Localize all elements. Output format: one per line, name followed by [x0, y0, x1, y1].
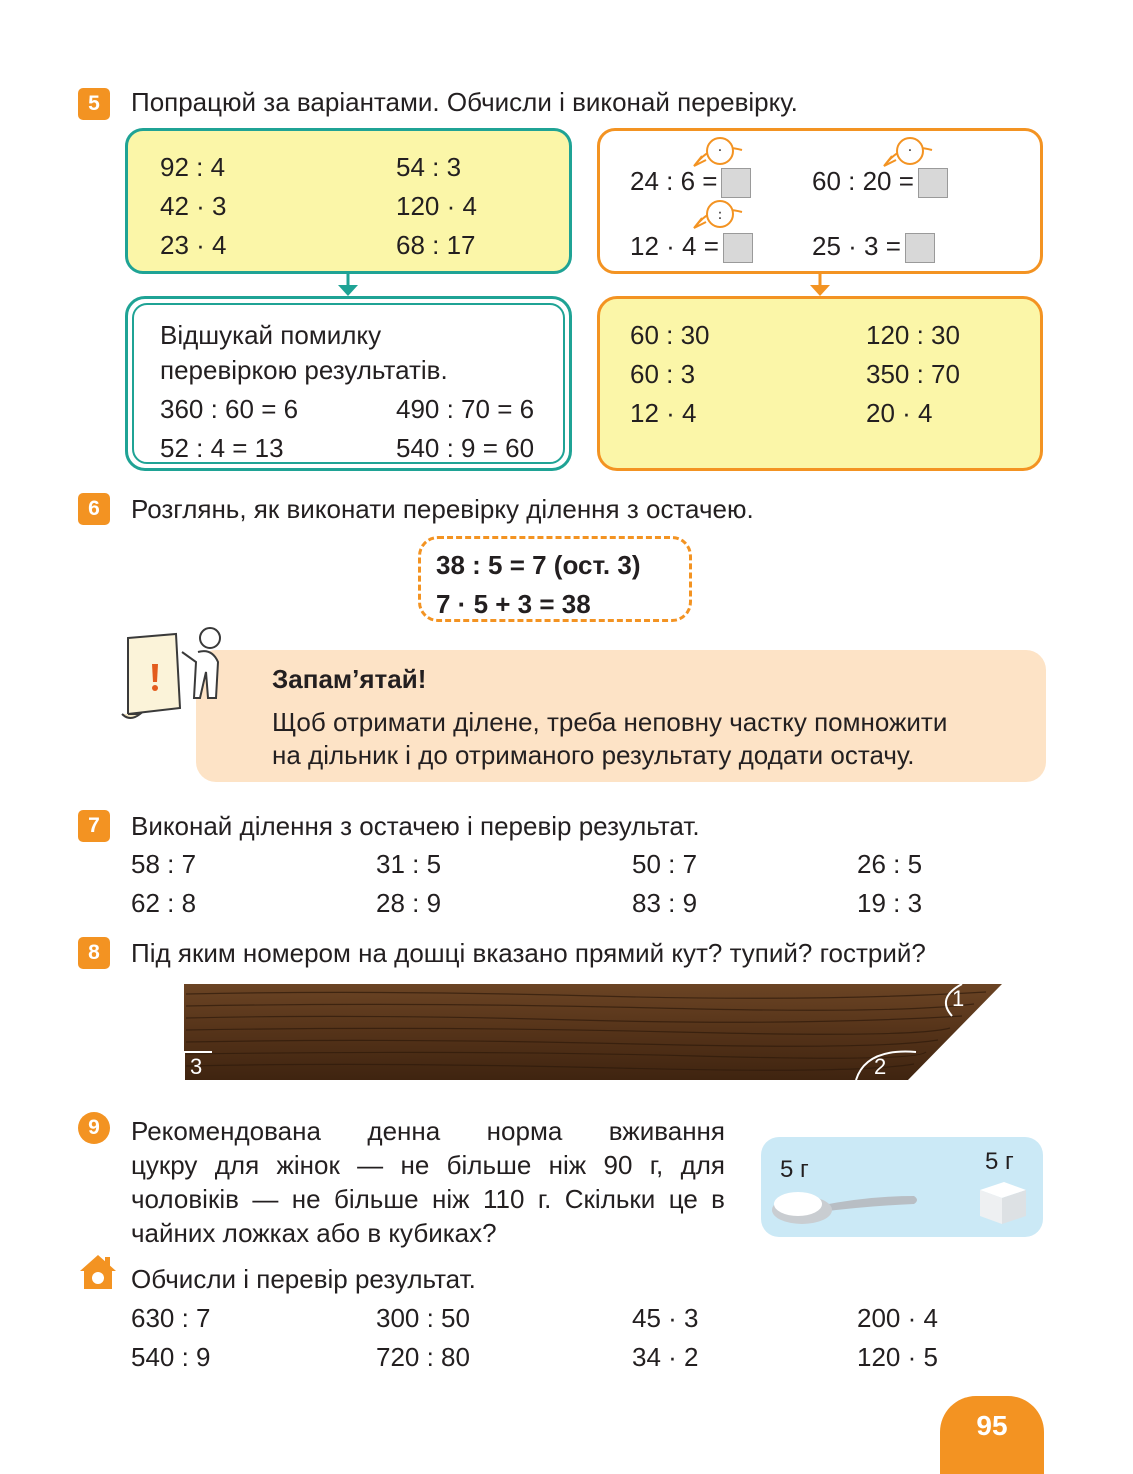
instruction-line: Відшукай помилку: [160, 320, 382, 350]
expression: 20 · 4: [866, 398, 933, 428]
answer-box[interactable]: [918, 168, 948, 198]
answer-box[interactable]: [905, 233, 935, 263]
equation-row: [812, 233, 935, 263]
expression: 60 : 30: [630, 320, 710, 350]
equation: 360 : 60 = 6: [160, 394, 299, 424]
down-arrow-icon: [807, 274, 833, 298]
spoon-weight-label: 5 г: [780, 1156, 809, 1183]
expression: 120 · 5: [857, 1342, 938, 1372]
teaspoon-icon: [768, 1182, 928, 1230]
expression: 12 · 4 =: [630, 231, 719, 261]
task7-heading: Виконай ділення з остачею і перевір результат.: [131, 811, 700, 841]
scroll-person-icon: [112, 624, 230, 724]
task9-line: Рекомендована денна норма вживання: [131, 1116, 725, 1146]
task-number: 5: [88, 92, 100, 115]
expression: 300 : 50: [376, 1303, 470, 1333]
task-number: 6: [88, 497, 100, 520]
angle-label-1: 1: [952, 986, 965, 1011]
angle-label-3: 3: [190, 1054, 203, 1079]
answer-box[interactable]: [723, 233, 753, 263]
task-number-badge: [78, 810, 110, 842]
expression: 60 : 3: [630, 359, 696, 389]
task-number-badge: [78, 493, 110, 525]
expression: 26 : 5: [857, 849, 923, 879]
yellow-box-right-col: [866, 316, 960, 433]
expression: 50 : 7: [632, 849, 698, 879]
svg-text:·: ·: [907, 143, 913, 159]
equation: 540 : 9 = 60: [396, 433, 535, 463]
task-number-badge: [78, 88, 110, 120]
expression: 19 : 3: [857, 888, 923, 918]
task5-heading: Попрацюй за варіантами. Обчисли і виконай перевірку.: [131, 87, 798, 117]
expression: 540 : 9: [131, 1342, 211, 1372]
task-number-badge: [78, 1112, 110, 1144]
task9-line: чоловіків — не більше ніж 110 г. Скільки це в: [131, 1184, 725, 1214]
equation-row: [630, 168, 751, 198]
rule-line: Щоб отримати ділене, треба неповну частку помножити: [272, 707, 948, 737]
example-lines: [436, 546, 640, 624]
expression: 120 : 30: [866, 320, 960, 350]
home-icon: [78, 1253, 118, 1291]
sugar-cube-icon: [974, 1176, 1030, 1228]
rule-line: на дільник і до отриманого результату додати остачу.: [272, 740, 915, 770]
green-box-left-col: [160, 148, 227, 265]
angle-label-2: 2: [874, 1054, 887, 1079]
expression: 720 : 80: [376, 1342, 470, 1372]
expression: 68 : 17: [396, 230, 476, 260]
cube-weight-label: 5 г: [985, 1148, 1014, 1175]
equation-row: [812, 168, 948, 198]
task-number: 7: [88, 814, 100, 837]
example-division: 38 : 5 = 7 (ост. 3): [436, 550, 641, 580]
expression: 31 : 5: [376, 849, 442, 879]
task-number-badge: [78, 937, 110, 969]
expression: 120 · 4: [396, 191, 477, 221]
green-box-right-col: [396, 148, 477, 265]
remember-rule: [272, 706, 947, 772]
wooden-board-image: [176, 978, 1016, 1088]
instruction-line: перевіркою результатів.: [160, 355, 448, 385]
task9-line: чайних ложках або в кубиках?: [131, 1218, 497, 1248]
expression: 12 · 4: [630, 398, 697, 428]
expression: 92 : 4: [160, 152, 226, 182]
expression: 25 · 3 =: [812, 231, 901, 261]
equation: 52 : 4 = 13: [160, 433, 284, 463]
expression: 34 · 2: [632, 1342, 699, 1372]
svg-text::: :: [717, 207, 723, 223]
task6-heading: Розглянь, як виконати перевірку ділення з остачею.: [131, 494, 754, 524]
expression: 200 · 4: [857, 1303, 938, 1333]
answer-box[interactable]: [721, 168, 751, 198]
remember-title: Запам’ятай!: [272, 664, 427, 694]
example-check: 7 · 5 + 3 = 38: [436, 589, 591, 619]
expression: 23 · 4: [160, 230, 227, 260]
error-box-right-col: [396, 390, 534, 468]
page-number: 95: [976, 1410, 1008, 1441]
expression: 45 · 3: [632, 1303, 699, 1333]
down-arrow-icon: [335, 274, 361, 298]
homework-heading: Обчисли і перевір результат.: [131, 1264, 476, 1294]
find-error-instruction: [160, 318, 448, 388]
yellow-box-left-col: [630, 316, 710, 433]
equation: 490 : 70 = 6: [396, 394, 535, 424]
task9-text: [131, 1114, 725, 1250]
expression: 83 : 9: [632, 888, 698, 918]
expression: 350 : 70: [866, 359, 960, 389]
task-number: 9: [88, 1116, 100, 1139]
expression: 54 : 3: [396, 152, 462, 182]
page-number-tab: [940, 1396, 1044, 1474]
error-box-left-col: [160, 390, 298, 468]
expression: 630 : 7: [131, 1303, 211, 1333]
svg-text:·: ·: [717, 143, 723, 159]
expression: 58 : 7: [131, 849, 197, 879]
expression: 60 : 20 =: [812, 166, 914, 196]
expression: 28 : 9: [376, 888, 442, 918]
equation-row: [630, 233, 753, 263]
expression: 42 · 3: [160, 191, 227, 221]
task8-heading: Під яким номером на дошці вказано прямий кут? тупий? гострий?: [131, 938, 926, 968]
task9-line: цукру для жінок — не більше ніж 90 г, для: [131, 1150, 725, 1180]
expression: 24 : 6 =: [630, 166, 718, 196]
task-number: 8: [88, 941, 100, 964]
expression: 62 : 8: [131, 888, 197, 918]
